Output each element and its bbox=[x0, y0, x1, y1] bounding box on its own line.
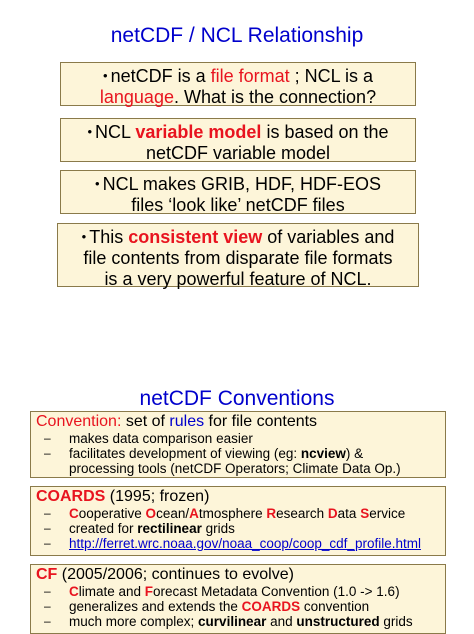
text: facilitates development of viewing (eg: bbox=[69, 446, 301, 461]
letter: S bbox=[360, 506, 370, 521]
text: processing tools (netCDF Operators; Climate Data Op.) bbox=[69, 461, 401, 476]
text: limate and bbox=[78, 584, 145, 599]
text: ; NCL is a bbox=[289, 66, 373, 86]
text: netCDF variable model bbox=[145, 143, 331, 163]
list-item bbox=[36, 599, 445, 614]
callout-file-types bbox=[60, 170, 416, 214]
highlight-file-format: file format bbox=[210, 66, 290, 86]
coards-heading bbox=[36, 487, 445, 506]
text: NCL makes GRIB, HDF, HDF-EOS bbox=[102, 174, 381, 194]
bullet: • bbox=[87, 124, 93, 139]
text: file contents from disparate file formats bbox=[83, 248, 393, 268]
bold-curvilinear: curvilinear bbox=[198, 614, 267, 629]
text: for file contents bbox=[204, 413, 318, 430]
cf-heading bbox=[36, 565, 445, 584]
coards-profile-link[interactable]: http://ferret.wrc.noaa.gov/noaa_coop/coop_cdf_profile.html bbox=[69, 536, 421, 551]
bullet: • bbox=[95, 176, 100, 191]
text: NCL bbox=[95, 122, 136, 142]
dash: – bbox=[44, 584, 51, 598]
dash: – bbox=[44, 536, 51, 550]
text: grids bbox=[379, 614, 413, 629]
highlight-consistent-view: consistent view bbox=[128, 227, 263, 247]
text: generalizes and extends the bbox=[69, 599, 242, 614]
list-item bbox=[36, 521, 445, 536]
highlight-language: language bbox=[99, 87, 174, 107]
section-title: netCDF Conventions bbox=[139, 387, 335, 410]
bullet: • bbox=[81, 229, 87, 244]
label: CF bbox=[36, 566, 58, 583]
letter: C bbox=[69, 506, 79, 521]
label: COARDS bbox=[36, 488, 106, 505]
text: ervice bbox=[369, 506, 406, 521]
text: convention bbox=[300, 599, 370, 614]
bullet: • bbox=[103, 68, 108, 83]
convention-heading bbox=[36, 412, 445, 431]
highlight-rules: rules bbox=[169, 413, 205, 430]
letter: D bbox=[327, 506, 338, 521]
dash: – bbox=[44, 446, 51, 460]
text: is a very powerful feature of NCL. bbox=[104, 269, 372, 289]
text: (1995; frozen) bbox=[105, 488, 210, 505]
bold-unstructured: unstructured bbox=[296, 614, 380, 629]
text: . What is the connection? bbox=[173, 87, 377, 107]
text: ) & bbox=[345, 446, 364, 461]
text: makes data comparison easier bbox=[69, 431, 253, 446]
text: (2005/2006; continues to evolve) bbox=[57, 566, 294, 583]
callout-variable-model bbox=[60, 118, 416, 162]
letter: F bbox=[144, 584, 154, 599]
list-item bbox=[36, 536, 445, 551]
list-item bbox=[36, 506, 445, 521]
callout-consistent-view bbox=[57, 223, 419, 287]
list-item bbox=[36, 584, 445, 599]
dash: – bbox=[44, 521, 51, 535]
text: ooperative bbox=[78, 506, 146, 521]
highlight-coards: COARDS bbox=[241, 599, 301, 614]
text: set of bbox=[121, 413, 170, 430]
list-item bbox=[36, 614, 445, 629]
dash: – bbox=[44, 614, 51, 628]
convention-box bbox=[30, 411, 446, 478]
text: grids bbox=[201, 521, 235, 536]
letter: R bbox=[266, 506, 277, 521]
letter: A bbox=[189, 506, 199, 521]
coards-box bbox=[30, 486, 446, 556]
text: created for bbox=[69, 521, 138, 536]
text: is based on the bbox=[261, 122, 389, 142]
label: Convention: bbox=[36, 413, 122, 430]
bold-rectilinear: rectilinear bbox=[137, 521, 202, 536]
dash: – bbox=[44, 599, 51, 613]
list-item bbox=[36, 446, 445, 476]
bold-ncview: ncview bbox=[300, 446, 346, 461]
list-item bbox=[36, 431, 445, 446]
callout-file-format bbox=[60, 62, 416, 106]
page-title: netCDF / NCL Relationship bbox=[110, 24, 364, 47]
text: orecast Metadata Convention (1.0 -> 1.6) bbox=[153, 584, 400, 599]
highlight-variable-model: variable model bbox=[135, 122, 262, 142]
text: and bbox=[266, 614, 297, 629]
text: esearch bbox=[276, 506, 328, 521]
dash: – bbox=[44, 506, 51, 520]
letter: C bbox=[69, 584, 79, 599]
text: ata bbox=[337, 506, 361, 521]
letter: O bbox=[145, 506, 157, 521]
cf-box bbox=[30, 564, 446, 634]
dash: – bbox=[44, 431, 51, 445]
text: files ‘look like’ netCDF files bbox=[131, 195, 345, 215]
text: tmosphere bbox=[198, 506, 267, 521]
text: cean/ bbox=[156, 506, 190, 521]
text: This bbox=[89, 227, 129, 247]
text: of variables and bbox=[262, 227, 395, 247]
text: much more complex; bbox=[69, 614, 199, 629]
text: netCDF is a bbox=[110, 66, 211, 86]
